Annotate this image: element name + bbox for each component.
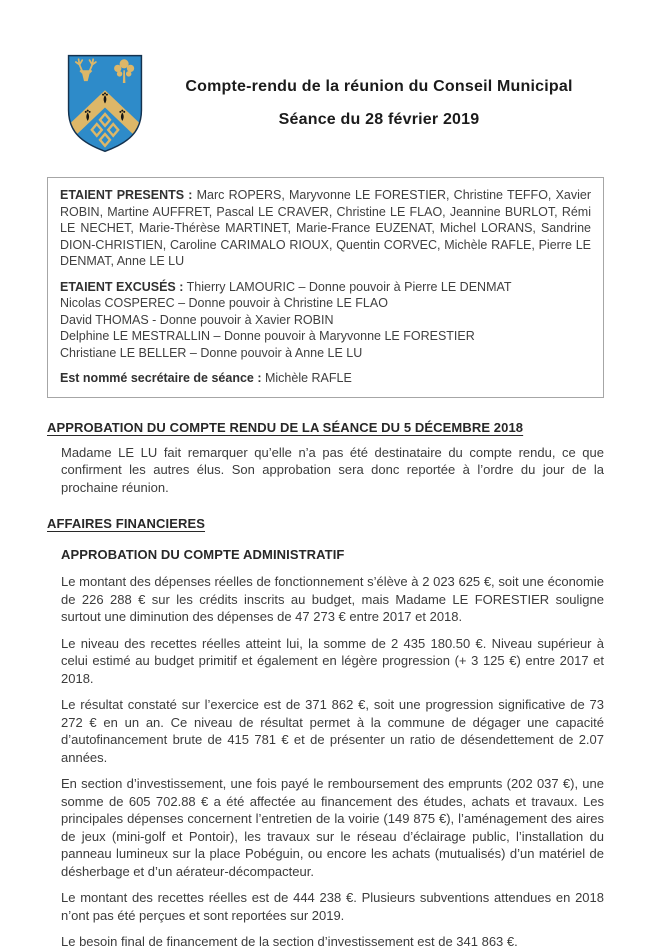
body-paragraph: Le montant des recettes réelles est de 444 238 €. Plusieurs subventions attendues en 2018 n’ont pas été perçues et sont reportées sur 2019. [61, 890, 604, 923]
subsection-heading-compte-administratif: APPROBATION DU COMPTE ADMINISTRATIF [61, 547, 345, 562]
body-paragraph: Le résultat constaté sur l’exercice est de 371 862 €, soit une progression significative de 73 272 € en un an. Ce niveau de résultat permet à la commune de dégager une capacité d’autofinancement brute de 415 781 € et de présenter un ratio de désendettement de 2.07 années. [61, 697, 604, 765]
document-body [47, 420, 604, 951]
excuses-line: Christiane LE BELLER – Donne pouvoir à Anne LE LU [60, 345, 363, 360]
body-paragraph: Le niveau des recettes réelles atteint lui, la somme de 2 435 180.50 €. Niveau supérieur à celui estimé au budget primitif et également en légère progression (+ 3 125 €) entre 2017 et 2018. [61, 635, 604, 686]
excuses-line: Delphine LE MESTRALLIN – Donne pouvoir à Maryvonne LE FORESTIER [60, 329, 475, 343]
document-header [0, 0, 650, 156]
section-heading-affaires-financieres: AFFAIRES FINANCIERES [47, 516, 206, 531]
presents-names: Marc ROPERS, Maryvonne LE FORESTIER, Christine TEFFO, Xavier ROBIN, Martine AUFFRET, Pascal LE CRAVER, Christine LE FLAO, Jeannine BURLOT, Rémi LE NECHET, Marie-Thérèse MARTINET, Marie-France EUZENAT, Michel LORANS, Sandrine DION-CHRISTIEN, Caroline CARIMALO RIOUX, Quentin CORVEC, Michèle RAFLE, Pierre LE DENMAT, Anne LE LU [60, 188, 591, 268]
presents-paragraph [60, 187, 591, 270]
section-heading-compte-rendu: APPROBATION DU COMPTE RENDU DE LA SÉANCE DU 5 DÉCEMBRE 2018 [47, 419, 524, 435]
excuses-line: Nicolas COSPEREC – Donne pouvoir à Christine LE FLAO [60, 296, 388, 310]
secretary-name: Michèle RAFLE [264, 371, 352, 385]
excuses-line [60, 279, 591, 296]
presents-label: ETAIENT PRESENTS : [60, 188, 193, 202]
secretary-line [60, 370, 591, 387]
secretary-label: Est nommé secrétaire de séance : [60, 371, 262, 385]
page-subtitle: Séance du 28 février 2019 [278, 110, 480, 128]
town-crest [64, 50, 146, 156]
page-title: Compte-rendu de la réunion du Conseil Municipal [185, 77, 573, 95]
body-paragraph: Madame LE LU fait remarquer qu’elle n’a pas été destinataire du compte rendu, ce que confirment les autres élus. Son approbation sera donc reportée à l’ordre du jour de la prochaine réunion. [61, 444, 604, 495]
body-paragraph: Le besoin final de financement de la section d’investissement est de 341 863 €. [61, 934, 518, 949]
excuses-entry: Thierry LAMOURIC – Donne pouvoir à Pierre LE DENMAT [186, 279, 512, 294]
excuses-line: David THOMAS - Donne pouvoir à Xavier ROBIN [60, 312, 334, 327]
title-block [146, 78, 604, 129]
attendance-box [47, 177, 604, 398]
coat-of-arms-icon [64, 50, 146, 156]
excuses-paragraph [60, 279, 591, 362]
body-paragraph: Le montant des dépenses réelles de fonctionnement s’élève à 2 023 625 €, soit une économie de 226 288 € sur les crédits inscrits au budget, mais Madame LE FORESTIER souligne surtout une diminution des dépenses de 47 273 € entre 2017 et 2018. [61, 574, 604, 624]
excuses-label: ETAIENT EXCUSÉS : [60, 279, 184, 294]
body-paragraph: En section d’investissement, une fois payé le remboursement des emprunts (202 037 €), une somme de 605 702.88 € a été affectée au financement des études, achats et travaux. Les principales dépenses concernent l’entretien de la voirie (149 875 €), l’aménagement des aires de jeux (mini-golf et Pontoir), les travaux sur le réseau d’éclairage public, l’installation du panneau lumineux sur la place Pobéguin, ou encore les achats (mutualisés) d’un matériel de désherbage et d’un aérateur-décompacteur. [61, 776, 604, 879]
